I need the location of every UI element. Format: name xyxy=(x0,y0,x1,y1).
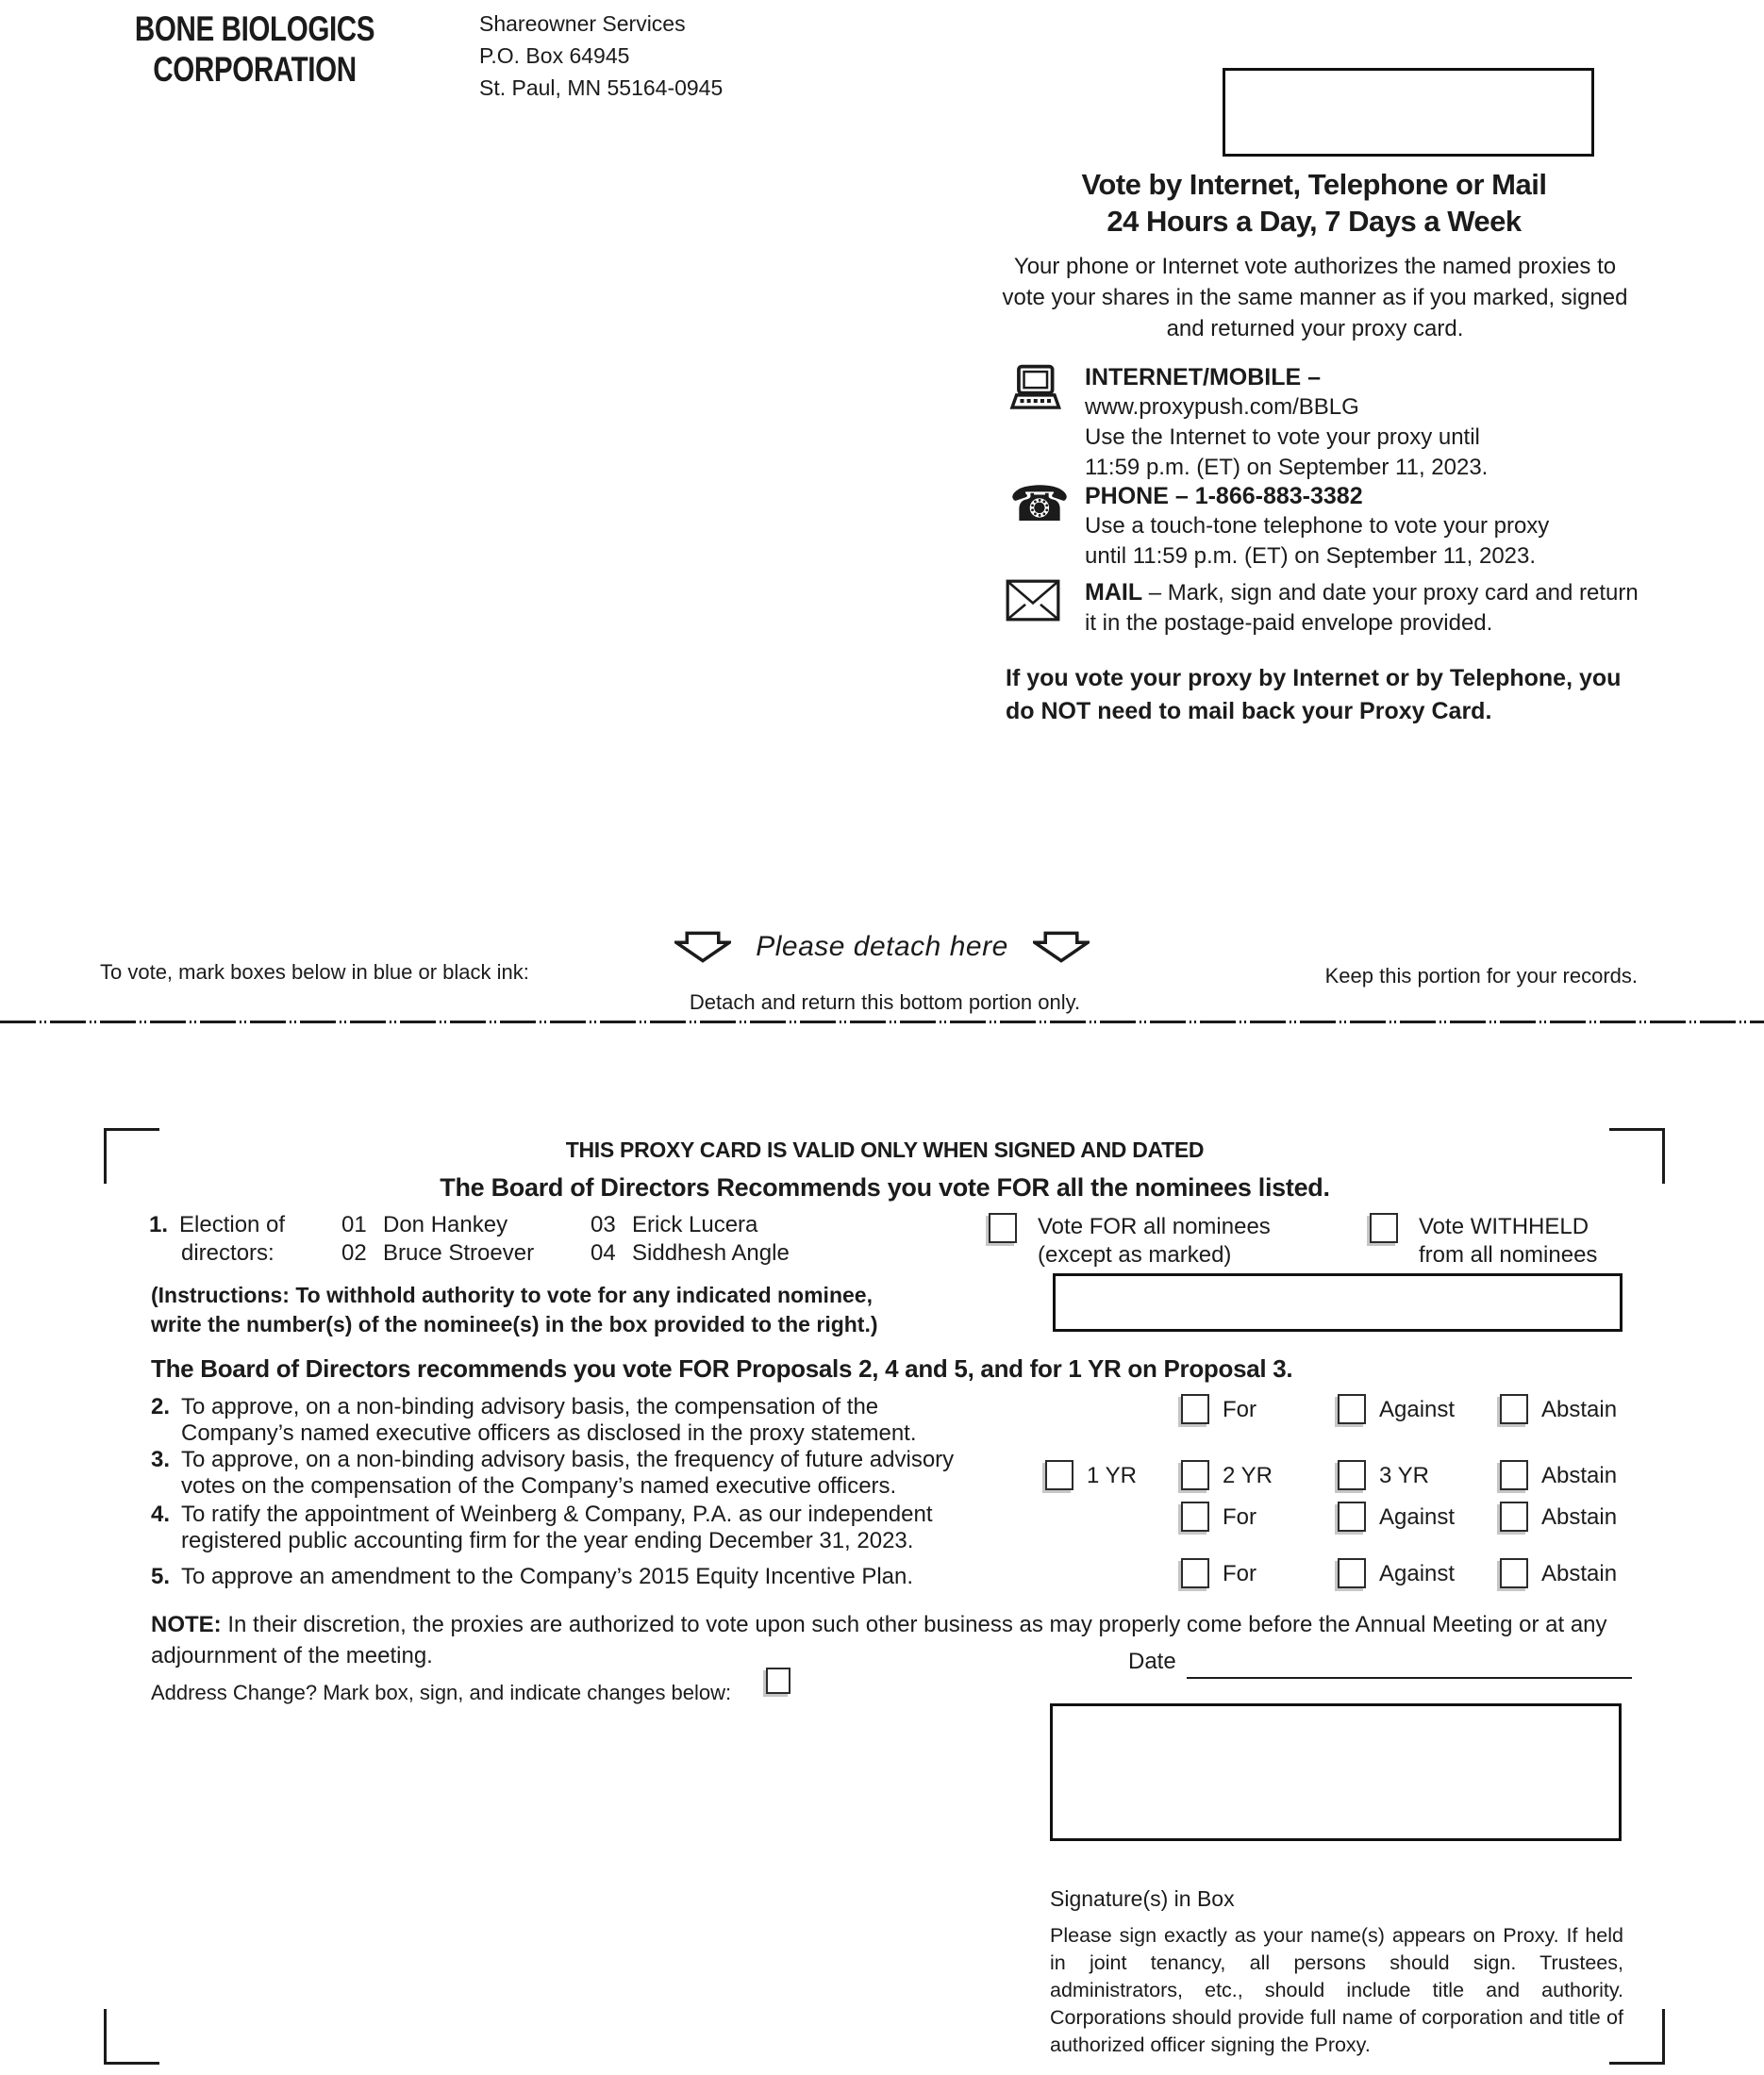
election-row xyxy=(0,1211,1764,1277)
option-for xyxy=(1181,1394,1256,1424)
note-text: NOTE: In their discretion, the proxies are authorized to vote upon such other business as may properly come before the Annual Meeting or at any adjournment of the meeting. xyxy=(151,1612,1607,1668)
option-label: Against xyxy=(1379,1397,1456,1422)
address-change-checkbox[interactable] xyxy=(766,1668,790,1694)
method-title: INTERNET/MOBILE – xyxy=(1085,364,1322,390)
return-address xyxy=(479,8,723,104)
address-window-box xyxy=(1223,68,1594,157)
option-abstain xyxy=(1500,1460,1617,1490)
option-3yr xyxy=(1338,1460,1429,1490)
option-checkbox[interactable] xyxy=(1500,1394,1528,1424)
method-line: – Mark, sign and date your proxy card and return it in the postage-paid envelope provided. xyxy=(1085,580,1639,636)
keep-portion-note: Keep this portion for your records. xyxy=(1324,964,1638,988)
vote-withheld-group xyxy=(1370,1213,1597,1270)
method-mail xyxy=(1006,577,1643,639)
option-label: For xyxy=(1223,1561,1256,1586)
nominee-column-2 xyxy=(591,1211,790,1268)
proposal-text: To approve, on a non-binding advisory basis, the compensation of the Company’s named executive officers as disclosed in the proxy statement. xyxy=(181,1394,917,1446)
option-1yr xyxy=(1045,1460,1137,1490)
proposal-number: 5. xyxy=(151,1564,171,1589)
company-name-line1: BONE BIOLOGICS xyxy=(134,9,375,48)
nominee xyxy=(341,1211,534,1239)
option-abstain xyxy=(1500,1558,1617,1588)
option-label: 3 YR xyxy=(1379,1463,1429,1488)
withhold-instructions: (Instructions: To withhold authority to vote for any indicated nominee, write the number(s) of the nominee(s) in the box provided to the right.) xyxy=(151,1283,878,1336)
option-label: Abstain xyxy=(1541,1397,1618,1422)
method-title: PHONE – 1-866-883-3382 xyxy=(1085,483,1363,509)
vote-for-all-checkbox[interactable] xyxy=(989,1213,1017,1243)
vote-heading-line2: 24 Hours a Day, 7 Days a Week xyxy=(1107,205,1522,238)
crop-mark-bottom-left xyxy=(104,2009,159,2065)
signature-instructions: Please sign exactly as your name(s) appears on Proxy. If held in joint tenancy, all persons should sign. Trustees, administrators, etc., should include title and authority. Corporations should provide full name of corporation and title of authorized officer signing the Proxy. xyxy=(1050,1924,1623,2056)
method-line: Use a touch-tone telephone to vote your proxy xyxy=(1085,513,1550,539)
nominee-number: 03 xyxy=(591,1212,616,1237)
option-checkbox[interactable] xyxy=(1338,1558,1366,1588)
proposal-number: 4. xyxy=(151,1502,171,1527)
option-label: Abstain xyxy=(1541,1504,1618,1530)
valid-when-signed-note: THIS PROXY CARD IS VALID ONLY WHEN SIGNED AND DATED xyxy=(565,1137,1205,1162)
method-phone xyxy=(1006,476,1643,572)
method-line: 11:59 p.m. (ET) on September 11, 2023. xyxy=(1085,455,1489,480)
detach-here-label: Please detach here xyxy=(756,931,1008,962)
option-against xyxy=(1338,1394,1455,1424)
option-label: For xyxy=(1223,1504,1256,1530)
proposal-number: 2. xyxy=(151,1394,171,1419)
date-label: Date xyxy=(1128,1649,1176,1674)
nominee xyxy=(341,1239,534,1268)
return-address-line: Shareowner Services xyxy=(479,11,686,36)
detach-instruction: Detach and return this bottom portion only. xyxy=(689,990,1081,1014)
proposal-row-2 xyxy=(0,1394,1764,1451)
option-label: Abstain xyxy=(1541,1463,1618,1488)
option-checkbox[interactable] xyxy=(1500,1502,1528,1532)
signature-box-label: Signature(s) in Box xyxy=(1050,1886,1235,1911)
return-address-line: P.O. Box 64945 xyxy=(479,43,630,68)
detach-arrow-icon xyxy=(674,931,731,963)
method-line: until 11:59 p.m. (ET) on September 11, 2023. xyxy=(1085,543,1537,569)
return-address-line: St. Paul, MN 55164-0945 xyxy=(479,75,724,100)
option-against xyxy=(1338,1558,1455,1588)
vote-for-all-group xyxy=(989,1213,1271,1270)
mail-icon xyxy=(1006,579,1073,622)
vote-withheld-label: Vote WITHHELD from all nominees xyxy=(1419,1214,1598,1268)
election-item-number: 1. xyxy=(149,1212,169,1237)
method-line: Use the Internet to vote your proxy until xyxy=(1085,424,1480,450)
nominee-number: 02 xyxy=(341,1240,367,1266)
proposal-text: To approve, on a non-binding advisory basis, the frequency of future advisory votes on the compensation of the Company’s named executive officers. xyxy=(181,1447,955,1499)
method-line: www.proxypush.com/BBLG xyxy=(1085,394,1359,420)
option-abstain xyxy=(1500,1394,1617,1424)
nominee-name: Siddhesh Angle xyxy=(632,1240,790,1266)
address-change-label: Address Change? Mark box, sign, and indicate changes below: xyxy=(151,1681,732,1704)
nominee-name: Bruce Stroever xyxy=(383,1240,535,1266)
option-checkbox[interactable] xyxy=(1338,1394,1366,1424)
recommend-nominees-heading: The Board of Directors Recommends you vote FOR all the nominees listed. xyxy=(440,1173,1330,1202)
nominee xyxy=(591,1211,790,1239)
method-internet xyxy=(1006,362,1643,483)
proposal-row-4 xyxy=(0,1502,1764,1558)
option-checkbox[interactable] xyxy=(1500,1558,1528,1588)
option-checkbox[interactable] xyxy=(1500,1460,1528,1490)
proposal-text: To approve an amendment to the Company’s 2015 Equity Incentive Plan. xyxy=(181,1564,914,1589)
signature-box[interactable] xyxy=(1050,1703,1622,1841)
nominee-number: 01 xyxy=(341,1212,367,1237)
option-against xyxy=(1338,1502,1455,1532)
option-for xyxy=(1181,1558,1256,1588)
vote-withheld-checkbox[interactable] xyxy=(1370,1213,1398,1243)
nominee-column-1 xyxy=(341,1211,534,1268)
phone-icon: ☎ xyxy=(1008,476,1071,533)
vote-for-all-label: Vote FOR all nominees (except as marked) xyxy=(1038,1214,1271,1268)
nominee-number: 04 xyxy=(591,1240,616,1266)
vote-heading-line1: Vote by Internet, Telephone or Mail xyxy=(1081,168,1547,201)
option-checkbox[interactable] xyxy=(1181,1502,1209,1532)
option-abstain xyxy=(1500,1502,1617,1532)
method-title: MAIL xyxy=(1085,579,1143,606)
option-checkbox[interactable] xyxy=(1181,1394,1209,1424)
nominee-name: Don Hankey xyxy=(383,1212,508,1237)
company-name-line2: CORPORATION xyxy=(153,49,357,89)
vote-intro: Your phone or Internet vote authorizes the named proxies to vote your shares in the same manner as if you marked, signed and returned your proxy card. xyxy=(1002,254,1628,341)
option-label: Abstain xyxy=(1541,1561,1618,1586)
company-logo xyxy=(126,9,383,91)
nominee xyxy=(591,1239,790,1268)
option-label: Against xyxy=(1379,1504,1456,1530)
option-checkbox[interactable] xyxy=(1181,1460,1209,1490)
option-checkbox[interactable] xyxy=(1338,1460,1366,1490)
note-label: NOTE: xyxy=(151,1612,222,1637)
option-2yr xyxy=(1181,1460,1273,1490)
computer-icon xyxy=(1006,364,1073,419)
proposal-number: 3. xyxy=(151,1447,171,1472)
option-label: 2 YR xyxy=(1223,1463,1273,1488)
no-mail-note: If you vote your proxy by Internet or by Telephone, you do NOT need to mail back your Proxy Card. xyxy=(1006,665,1622,724)
option-label: For xyxy=(1223,1397,1256,1422)
perforation-line xyxy=(0,1021,1764,1023)
option-checkbox[interactable] xyxy=(1181,1558,1209,1588)
recommend-proposals-heading: The Board of Directors recommends you vote FOR Proposals 2, 4 and 5, and for 1 YR on Proposal 3. xyxy=(151,1354,1293,1383)
option-label: 1 YR xyxy=(1087,1463,1137,1488)
proposal-text: To ratify the appointment of Weinberg & Company, P.A. as our independent registered public accounting firm for the year ending December 31, 2023. xyxy=(181,1502,933,1553)
option-checkbox[interactable] xyxy=(1338,1502,1366,1532)
vote-heading xyxy=(989,166,1639,240)
date-input-line[interactable] xyxy=(1187,1622,1632,1679)
nominee-name: Erick Lucera xyxy=(632,1212,758,1237)
detach-arrow-icon xyxy=(1033,931,1090,963)
to-vote-note: To vote, mark boxes below in blue or black ink: xyxy=(100,960,529,984)
proposal-row-3 xyxy=(0,1447,1764,1503)
option-for xyxy=(1181,1502,1256,1532)
option-checkbox[interactable] xyxy=(1045,1460,1073,1490)
election-label: Election of directors: xyxy=(179,1212,286,1266)
nominee-writein-box[interactable] xyxy=(1053,1273,1623,1332)
option-label: Against xyxy=(1379,1561,1456,1586)
